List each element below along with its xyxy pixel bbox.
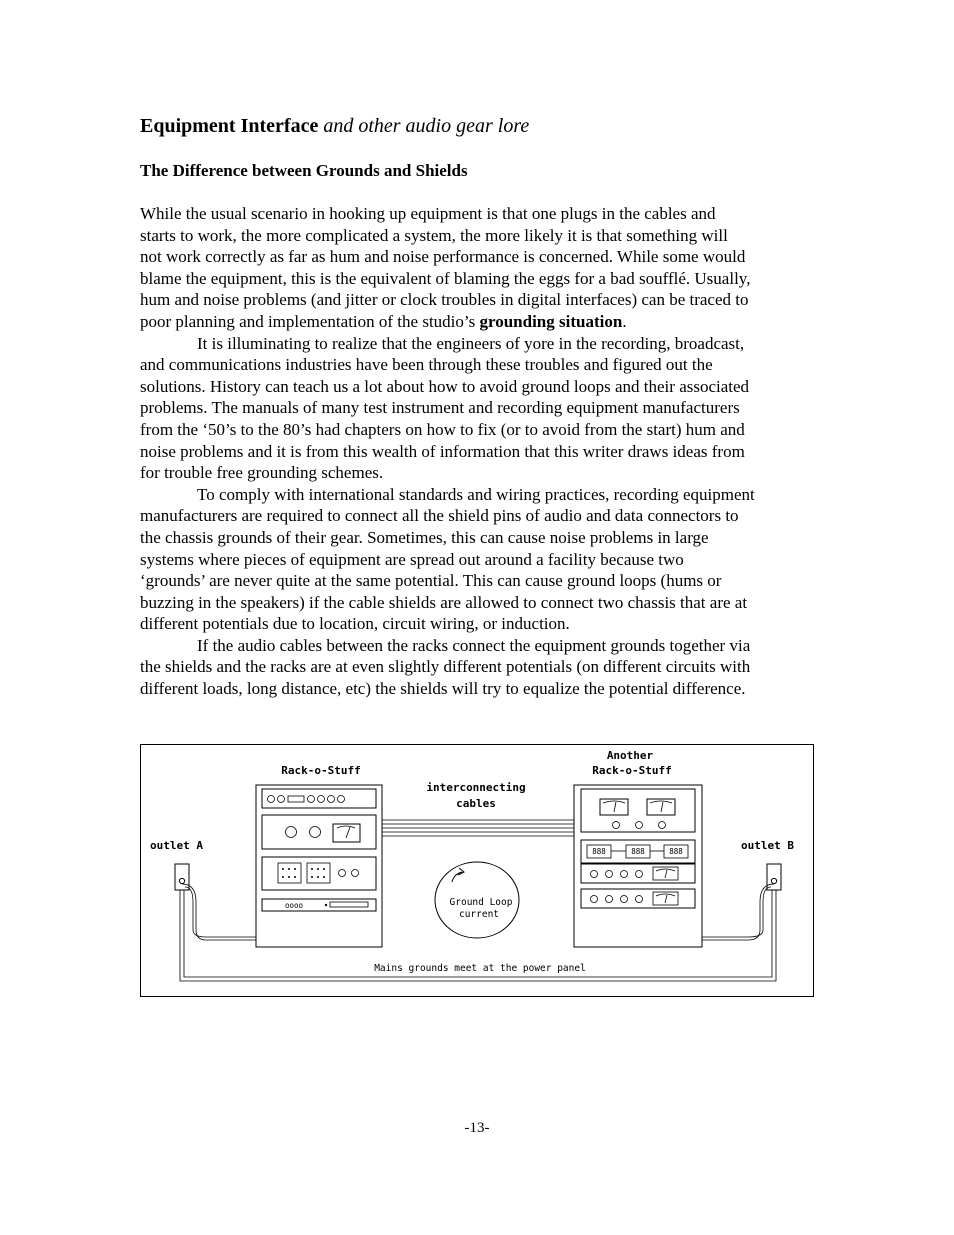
page-number: -13- xyxy=(464,1120,490,1136)
ground-loop-figure xyxy=(140,744,814,997)
paragraph xyxy=(140,484,815,635)
text-line xyxy=(140,203,815,225)
text-line xyxy=(140,376,815,398)
line-text: the chassis grounds of their gear. Sometimes, this can cause noise problems in large xyxy=(140,527,709,547)
line-text: poor planning and implementation of the studio’s xyxy=(140,311,480,331)
outlet-b xyxy=(767,864,781,890)
bold-phrase: grounding situation xyxy=(479,311,623,331)
display-digits-2: 888 xyxy=(631,847,645,856)
title-italic: and other audio gear lore xyxy=(323,115,530,137)
line-text: starts to work, the more complicated a system, the more likely it is that something will xyxy=(140,225,728,245)
text-line xyxy=(140,333,815,355)
text-line xyxy=(140,656,815,678)
line-text: blame the equipment, this is the equivalent of blaming the eggs for a bad soufflé. Usually, xyxy=(140,268,751,288)
section-heading: The Difference between Grounds and Shields xyxy=(140,161,468,180)
text-line xyxy=(140,397,815,419)
outlet-a xyxy=(175,864,189,890)
line-text: buzzing in the speakers) if the cable shields are allowed to connect two chassis that are at xyxy=(140,592,748,612)
title-bold: Equipment Interface xyxy=(140,115,319,137)
line-text: hum and noise problems (and jitter or clock troubles in digital interfaces) can be traced to xyxy=(140,290,749,310)
loop-label-line2: current xyxy=(458,909,500,920)
line-text: If the audio cables between the racks connect the equipment grounds together via xyxy=(197,635,751,655)
text-line xyxy=(140,484,815,506)
line-text: the shields and the racks are at even slightly different potentials (on different circuits with xyxy=(140,657,751,677)
text-line xyxy=(140,268,815,290)
line-text: different potentials due to location, circuit wiring, or induction. xyxy=(140,614,570,634)
paragraph xyxy=(140,635,815,700)
line-text: from the ‘50’s to the 80’s had chapters on how to fix (or to avoid from the start) hum and xyxy=(140,419,745,439)
line-text: While the usual scenario in hooking up equipment is that one plugs in the cables and xyxy=(140,204,716,223)
text-line xyxy=(140,678,815,700)
rack-right-label-line2: Rack-o-Stuff xyxy=(592,764,672,777)
text-line xyxy=(140,613,815,635)
line-text: different loads, long distance, etc) the shields will try to equalize the potential difference. xyxy=(140,679,746,699)
text-line xyxy=(140,527,815,549)
line-text: manufacturers are required to connect all the shield pins of audio and data connectors to xyxy=(140,506,739,526)
paragraph xyxy=(140,333,815,484)
text-line xyxy=(140,354,815,376)
display-digits-1: 888 xyxy=(592,847,606,856)
counter-dots: oooo xyxy=(285,901,304,910)
cables-label-line2: cables xyxy=(456,797,496,810)
text-line xyxy=(140,441,815,463)
text-line xyxy=(140,311,815,333)
loop-label-line1: Ground Loop xyxy=(449,897,513,908)
text-line xyxy=(140,549,815,571)
display-digits-3: 888 xyxy=(669,847,683,856)
line-text: for trouble free grounding schemes. xyxy=(140,463,384,483)
page-title xyxy=(140,113,529,139)
rack-right xyxy=(574,785,702,947)
outlet-b-label: outlet B xyxy=(741,839,794,852)
line-text: To comply with international standards and wiring practices, recording equipment xyxy=(197,484,755,504)
rack-left-label: Rack-o-Stuff xyxy=(281,764,361,777)
line-text: and communications industries have been through these troubles and figured out the xyxy=(140,355,713,375)
line-text: problems. The manuals of many test instrument and recording equipment manufacturers xyxy=(140,398,740,418)
rack-left xyxy=(256,785,382,947)
text-line xyxy=(140,635,815,657)
text-line xyxy=(140,570,815,592)
outlet-a-label: outlet A xyxy=(150,839,203,852)
text-line xyxy=(140,225,815,247)
line-text: not work correctly as far as hum and noise performance is concerned. While some would xyxy=(140,247,746,267)
line-text: It is illuminating to realize that the engineers of yore in the recording, broadcast, xyxy=(197,333,745,353)
paragraph xyxy=(140,203,815,333)
line-text: solutions. History can teach us a lot about how to avoid ground loops and their associated xyxy=(140,376,750,396)
cables-label-line1: interconnecting xyxy=(426,781,526,794)
text-line xyxy=(140,462,815,484)
text-line xyxy=(140,592,815,614)
line-text: systems where pieces of equipment are spread out around a facility because two xyxy=(140,549,684,569)
text-line xyxy=(140,419,815,441)
line-text: ‘grounds’ are never quite at the same potential. This can cause ground loops (hums or xyxy=(140,571,722,591)
rack-right-label-line1: Another xyxy=(606,749,654,762)
text-line xyxy=(140,246,815,268)
line-text: noise problems and it is from this wealth of information that this writer draws ideas from xyxy=(140,441,745,461)
text-line xyxy=(140,505,815,527)
mains-label: Mains grounds meet at the power panel xyxy=(374,963,586,974)
line-text-tail: . xyxy=(622,311,627,331)
body-text xyxy=(140,203,815,700)
text-line xyxy=(140,289,815,311)
